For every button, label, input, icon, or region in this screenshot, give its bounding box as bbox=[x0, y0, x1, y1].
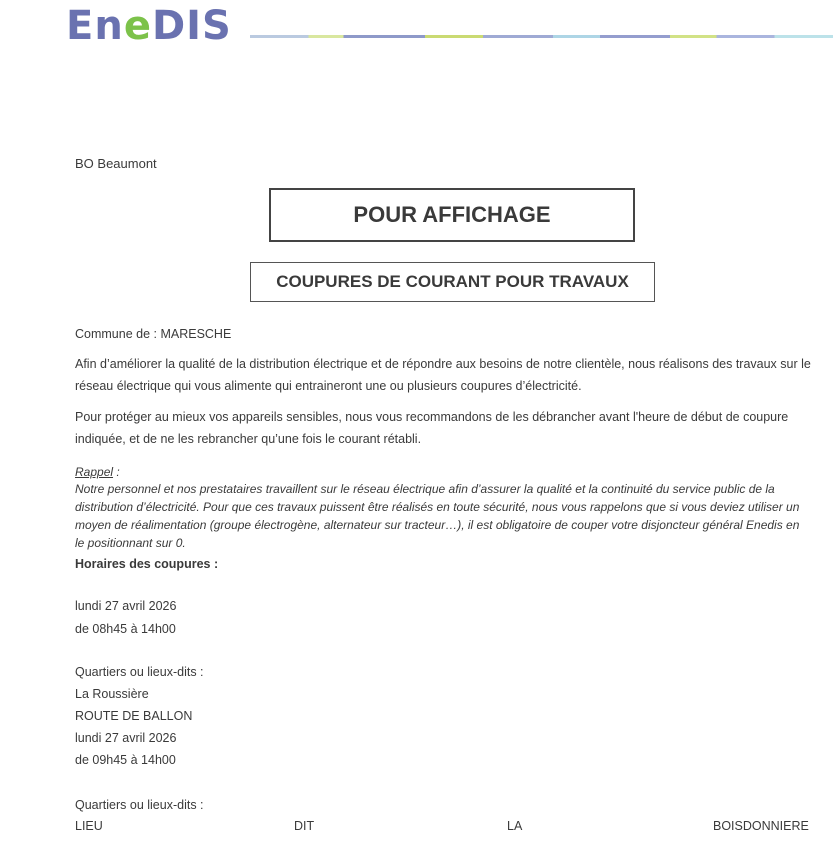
block2-label: Quartiers ou lieux-dits : bbox=[75, 798, 204, 812]
header-rule bbox=[250, 35, 833, 38]
horaires-heading: Horaires des coupures : bbox=[75, 557, 219, 571]
block1-place2: ROUTE DE BALLON bbox=[75, 709, 193, 723]
block2-word-1: LIEU bbox=[75, 819, 103, 833]
paragraph-1: Afin d’améliorer la qualité de la distribution électrique et de répondre aux besoins de notre clientèle, nous réalisons des travaux sur le réseau électrique qui vous alimente qui entraineront une ou plusieurs coupures d’électricité. bbox=[75, 357, 811, 393]
block1-label: Quartiers ou lieux-dits : bbox=[75, 665, 204, 679]
rappel-text: Notre personnel et nos prestataires travaillent sur le réseau électrique afin d’assurer la qualité et la continuité du service public de la distribution d’électricité. Pour que ces travaux puissent être réalisés en toute sécurité, nous vous rappelons que si vous deviez utiliser un moyen de réalimentation (groupe électrogène, alternateur sur tracteur…), il est obligatoire de couper votre disjoncteur général Enedis en le positionnant sur 0. bbox=[75, 482, 800, 550]
rappel-label: Rappel bbox=[75, 465, 114, 479]
slot1-date: lundi 27 avril 2026 bbox=[75, 599, 177, 613]
rappel-heading: Rappel : bbox=[75, 465, 120, 479]
site-name: BO Beaumont bbox=[75, 156, 157, 171]
block1-place1: La Roussière bbox=[75, 687, 149, 701]
enedis-logo: EneDIS bbox=[66, 3, 232, 49]
paragraph-2: Pour protéger au mieux vos appareils sensibles, nous vous recommandons de les débrancher avant l'heure de début de coupure indiquée, et de ne les rebrancher qu’une fois le courant rétabli. bbox=[75, 410, 789, 446]
block2-word-2: DIT bbox=[294, 819, 315, 833]
block1-date: lundi 27 avril 2026 bbox=[75, 731, 177, 745]
banner-title: POUR AFFICHAGE bbox=[269, 188, 635, 242]
subtitle: COUPURES DE COURANT POUR TRAVAUX bbox=[250, 262, 655, 302]
slot1-time: de 08h45 à 14h00 bbox=[75, 622, 176, 636]
commune: Commune de : MARESCHE bbox=[75, 327, 232, 341]
block2-word-3: LA bbox=[507, 819, 523, 833]
block1-time: de 09h45 à 14h00 bbox=[75, 753, 176, 767]
block2-word-4: BOISDONNIERE bbox=[713, 819, 809, 833]
